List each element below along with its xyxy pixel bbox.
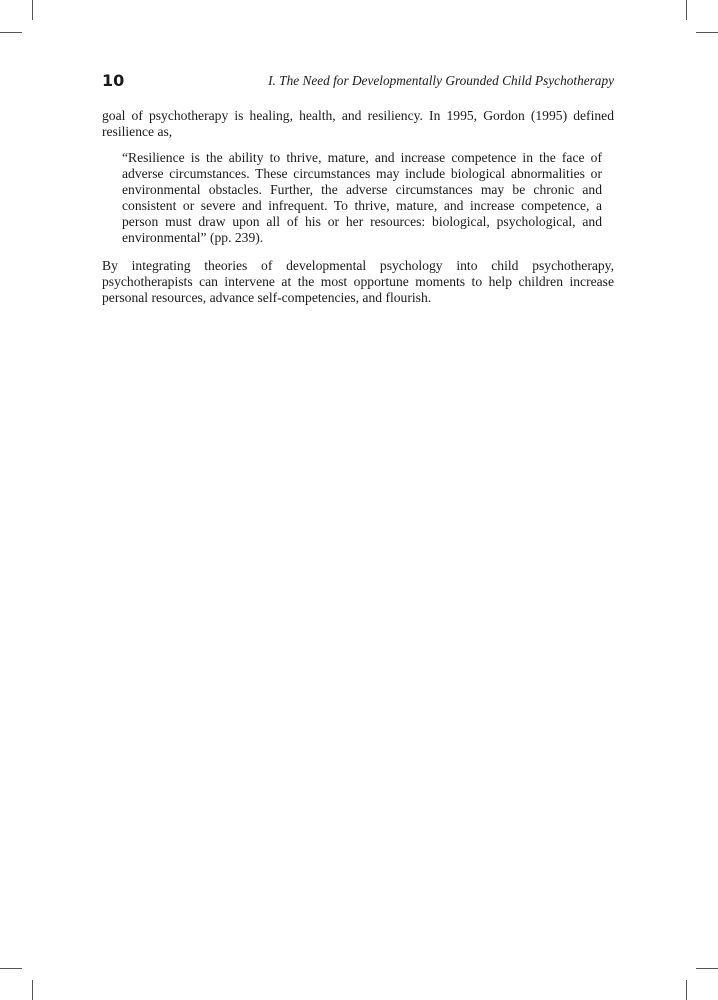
quote-text: “Resilience is the ability to thrive, mature, and increase competence in the face of adverse circumstances. These circumstances may include biological abnormalities or environmental obstacles. Further, the adverse circumstances may be chronic and consistent or severe and infrequent. To thrive, mature, and increase competence, a person must draw upon all of his or her resources: biological, psychological, and environmental” (pp. 239). [122, 150, 602, 245]
crop-mark-bottom-right [686, 980, 687, 1000]
paragraph-2: By integrating theories of developmental psychology into child psychotherapy, psychotherapists can intervene at the most opportune moments to help children increase personal resources, advance self-competencies, and flourish. [102, 258, 614, 305]
crop-mark-top-left-h [0, 32, 22, 33]
running-head [102, 70, 614, 92]
crop-mark-top-right [686, 0, 687, 20]
crop-mark-bottom-left [32, 980, 33, 1000]
running-title: I. The Need for Developmentally Grounded Child Psychotherapy [268, 73, 614, 88]
page-number: 10 [102, 71, 125, 90]
crop-mark-top-left [32, 0, 33, 20]
paragraph-1: goal of psychotherapy is healing, health, and resiliency. In 1995, Gordon (1995) defined resilience as, [102, 108, 614, 139]
crop-mark-bottom-right-h [696, 968, 718, 969]
block-quote [122, 150, 602, 246]
body-text [102, 108, 614, 306]
crop-mark-bottom-left-h [0, 968, 22, 969]
crop-mark-top-right-h [696, 32, 718, 33]
book-page [102, 70, 614, 306]
